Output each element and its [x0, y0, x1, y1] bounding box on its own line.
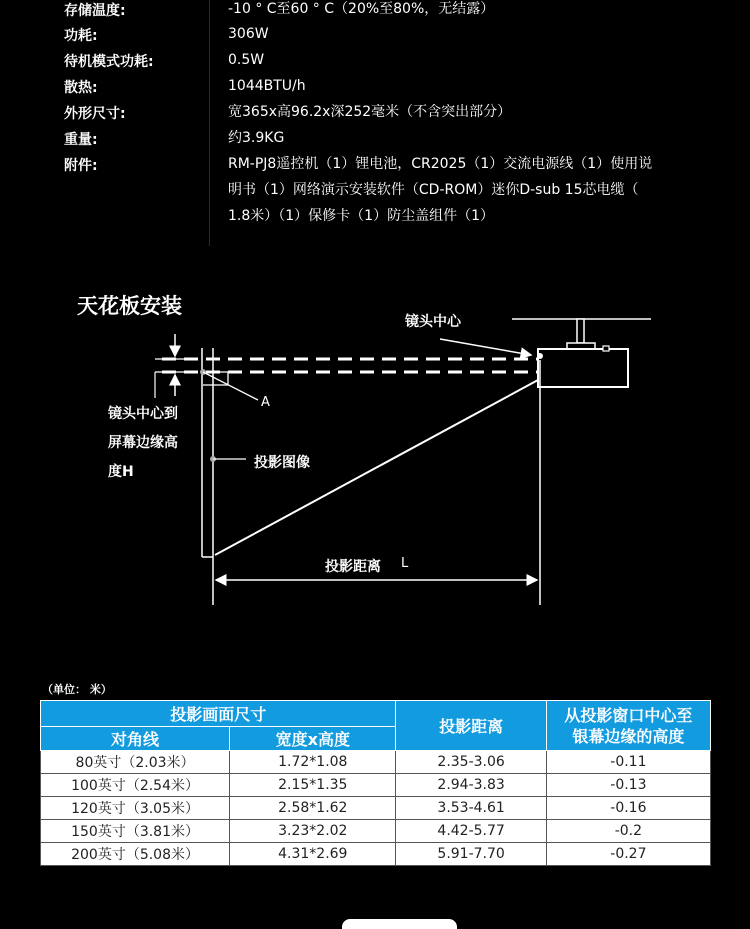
spec-label: 外形尺寸: [64, 106, 126, 122]
cell-size: 3.23*2.02 [230, 820, 396, 843]
spec-value: 306W [228, 26, 269, 42]
header-offset-line: 银幕边缘的高度 [572, 726, 685, 746]
cell-diagonal: 200英寸（5.08米） [41, 843, 230, 866]
cell-distance: 2.35-3.06 [396, 751, 546, 774]
cell-offset: -0.2 [546, 820, 710, 843]
spec-label: 存储温度: [64, 3, 126, 19]
lens-center-arrow [440, 339, 531, 355]
projection-table [40, 700, 711, 866]
cell-diagonal: 100英寸（2.54米） [41, 774, 230, 797]
cell-distance: 3.53-4.61 [396, 797, 546, 820]
throw-distance-label: 投影距离 [325, 559, 381, 575]
table-row [41, 774, 711, 797]
projector-body [538, 349, 628, 387]
accessories-line: 明书（1）网络演示安装软件（CD-ROM）迷你D-sub 15芯电缆（ [228, 182, 639, 198]
spec-label: 待机模式功耗: [64, 54, 154, 70]
cell-offset: -0.11 [546, 751, 710, 774]
bottom-tab-handle[interactable] [342, 919, 457, 929]
spec-value: 宽365x高96.2x深252毫米（不含突出部分） [228, 104, 512, 120]
spec-label: 附件: [64, 158, 98, 174]
projected-image-label: 投影图像 [254, 455, 310, 471]
cell-offset: -0.13 [546, 774, 710, 797]
throw-symbol-label: L [401, 556, 409, 571]
header-offset [546, 701, 710, 751]
point-a-label: A [261, 395, 270, 410]
cell-diagonal: 80英寸（2.03米） [41, 751, 230, 774]
mount-pole [577, 319, 584, 343]
spec-label: 散热: [64, 80, 98, 96]
header-offset-line: 从投影窗口中心至 [564, 705, 693, 725]
table-row [41, 820, 711, 843]
accessories-line: RM-PJ8遥控机（1）锂电池，CR2025（1）交流电源线（1）使用说 [228, 156, 653, 172]
cell-size: 1.72*1.08 [230, 751, 396, 774]
height-h-label [108, 400, 178, 487]
accessories-line: 1.8米）（1）保修卡（1）防尘盖组件（1） [228, 208, 494, 224]
projector-knob [603, 346, 609, 351]
cell-distance: 2.94-3.83 [396, 774, 546, 797]
spec-value: 0.5W [228, 52, 265, 68]
point-a-leader [203, 372, 258, 400]
diagram-title: 天花板安装 [77, 294, 182, 318]
header-distance: 投影距离 [396, 701, 546, 751]
cell-size: 4.31*2.69 [230, 843, 396, 866]
cell-diagonal: 150英寸（3.81米） [41, 820, 230, 843]
spec-label: 重量: [64, 132, 98, 148]
cell-size: 2.58*1.62 [230, 797, 396, 820]
cell-size: 2.15*1.35 [230, 774, 396, 797]
header-diagonal: 对角线 [41, 727, 230, 751]
cell-offset: -0.16 [546, 797, 710, 820]
table-row [41, 751, 711, 774]
table-row [41, 843, 711, 866]
unit-note: （单位： 米） [42, 683, 112, 696]
cell-offset: -0.27 [546, 843, 710, 866]
height-label-line: 镜头中心到 [108, 406, 178, 422]
spec-value: 1044BTU/h [228, 78, 306, 94]
spec-value: 约3.9KG [228, 130, 285, 146]
cell-distance: 5.91-7.70 [396, 843, 546, 866]
spec-label: 功耗: [64, 28, 98, 44]
height-label-line: 屏幕边缘高 [108, 435, 178, 451]
header-screen-size: 投影画面尺寸 [41, 701, 396, 727]
cell-distance: 4.42-5.77 [396, 820, 546, 843]
table-row [41, 797, 711, 820]
height-label-line: 度H [108, 464, 134, 480]
spec-value: -10 ° C至60 ° C（20%至80%，无结露） [228, 1, 495, 17]
header-width-height: 宽度x高度 [230, 727, 396, 751]
lens-center-label: 镜头中心 [405, 314, 461, 330]
cell-diagonal: 120英寸（3.05米） [41, 797, 230, 820]
